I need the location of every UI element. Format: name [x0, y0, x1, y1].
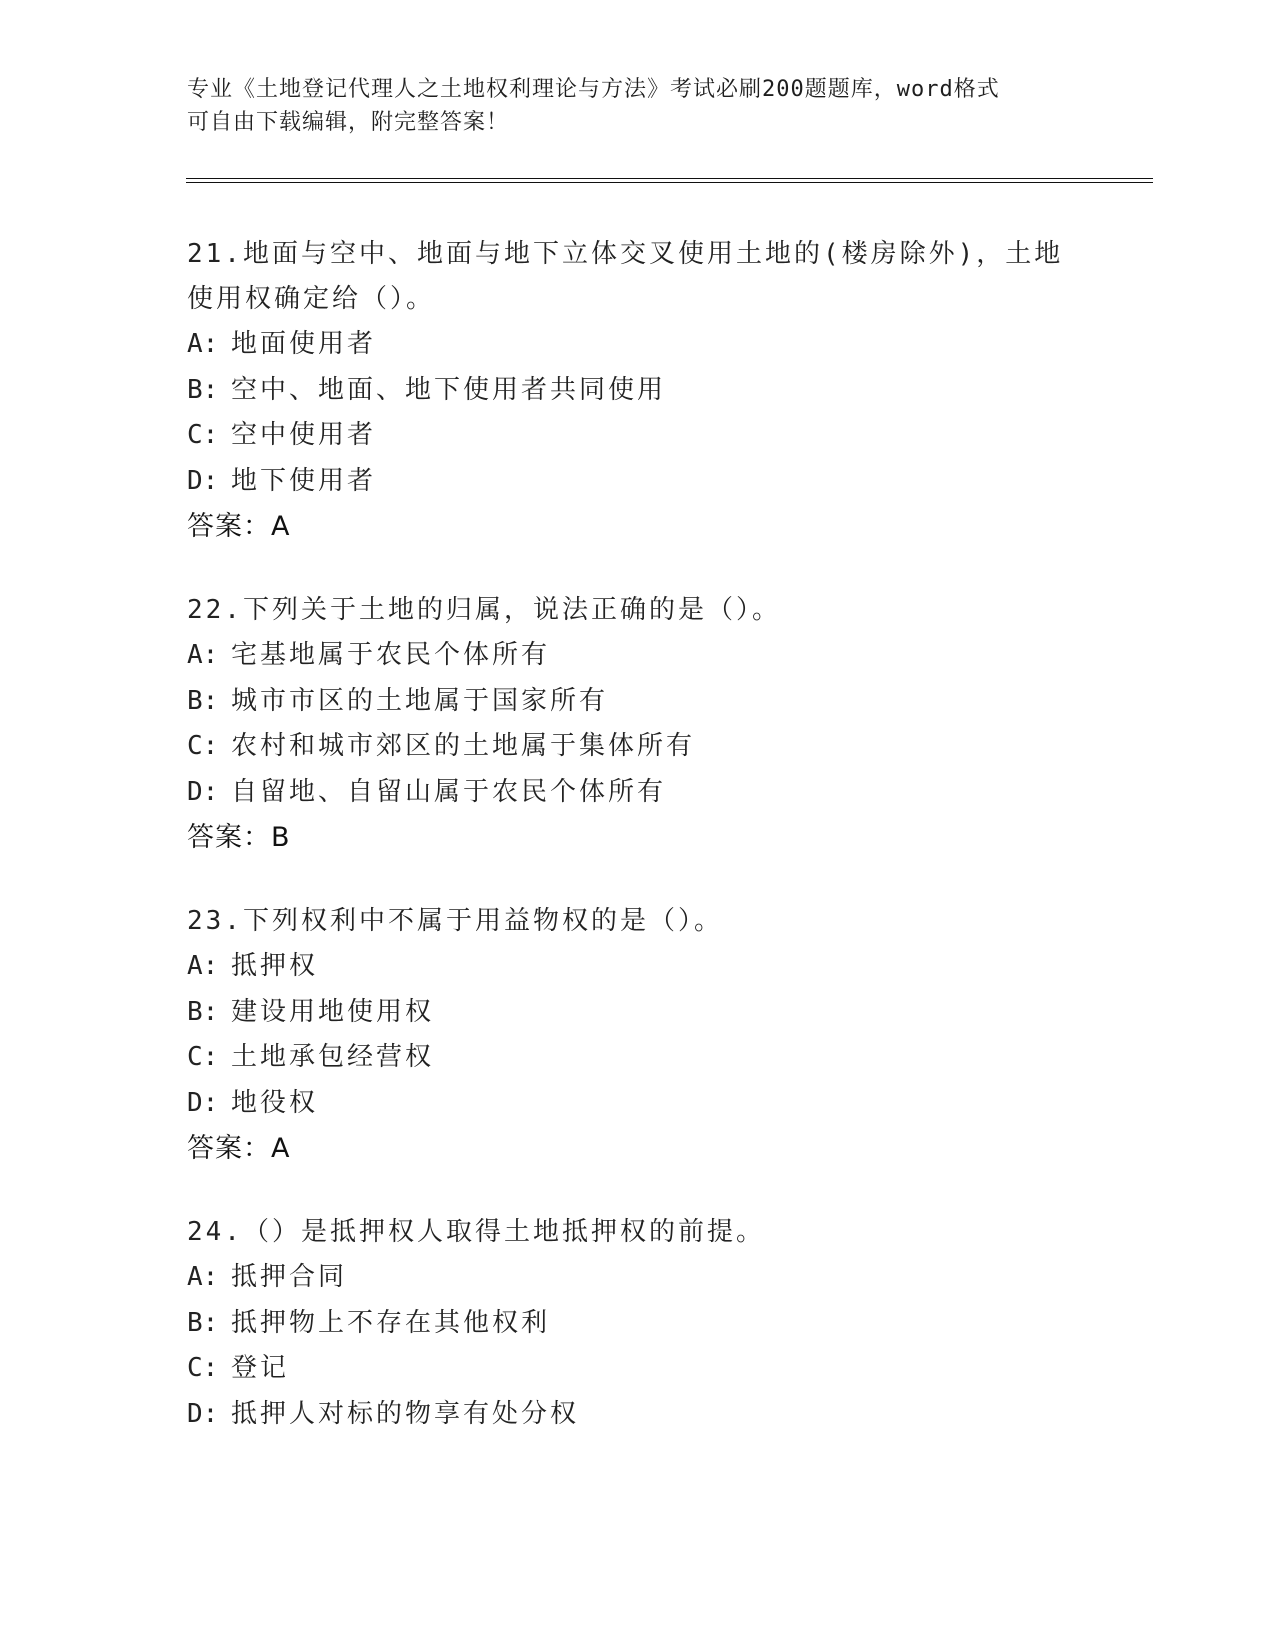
question-22 — [187, 588, 1087, 861]
question-23 — [187, 899, 1087, 1172]
header-line-2: 可自由下载编辑，附完整答案！ — [187, 110, 510, 135]
option-b — [187, 368, 1087, 414]
option-text: 地面使用者 — [231, 329, 377, 359]
option-text: 抵押合同 — [231, 1262, 348, 1292]
option-letter: B: — [187, 374, 219, 405]
option-text: 抵押物上不存在其他权利 — [231, 1307, 551, 1338]
option-text: 宅基地属于农民个体所有 — [231, 640, 551, 670]
option-text: 空中、地面、地下使用者共同使用 — [231, 374, 667, 405]
option-letter: A: — [187, 951, 219, 981]
option-text: 农村和城市郊区的土地属于集体所有 — [231, 731, 696, 761]
option-d — [187, 459, 1087, 505]
option-letter: D: — [187, 1087, 219, 1118]
option-letter: D: — [187, 465, 219, 496]
question-text: 22.下列关于土地的归属，说法正确的是（）。 — [187, 595, 781, 625]
answer-label: 答案：B — [187, 822, 291, 853]
option-letter: A: — [187, 1262, 219, 1292]
option-c — [187, 1035, 1087, 1081]
option-c — [187, 1346, 1087, 1392]
question-list — [187, 232, 1087, 1475]
option-d — [187, 770, 1087, 816]
option-b — [187, 1301, 1087, 1347]
option-b — [187, 679, 1087, 725]
option-text: 建设用地使用权 — [231, 996, 435, 1027]
option-letter: D: — [187, 1398, 219, 1429]
option-text: 抵押人对标的物享有处分权 — [231, 1398, 580, 1429]
option-text: 空中使用者 — [231, 420, 377, 450]
option-letter: C: — [187, 1042, 219, 1072]
option-text: 登记 — [231, 1353, 290, 1383]
option-text: 地下使用者 — [231, 465, 377, 496]
answer-label: 答案：A — [187, 511, 291, 542]
option-a — [187, 633, 1087, 679]
option-a — [187, 944, 1087, 990]
question-21 — [187, 232, 1087, 550]
option-a — [187, 1255, 1087, 1301]
option-text: 抵押权 — [231, 951, 319, 981]
option-text: 城市市区的土地属于国家所有 — [231, 685, 609, 716]
option-letter: C: — [187, 420, 219, 450]
option-d — [187, 1081, 1087, 1127]
header-double-rule — [186, 178, 1153, 183]
option-a — [187, 322, 1087, 368]
answer-label: 答案：A — [187, 1133, 291, 1164]
header-line-1: 专业《土地登记代理人之土地权利理论与方法》考试必刷200题题库，word格式 — [187, 77, 1000, 102]
option-letter: A: — [187, 329, 219, 359]
option-d — [187, 1392, 1087, 1438]
option-letter: D: — [187, 776, 219, 807]
question-text: 21.地面与空中、地面与地下立体交叉使用土地的(楼房除外)，土地使用权确定给（）。 — [187, 239, 1064, 314]
option-letter: C: — [187, 731, 219, 761]
option-text: 土地承包经营权 — [231, 1042, 435, 1072]
document-header — [187, 73, 1087, 139]
option-b — [187, 990, 1087, 1036]
option-letter: C: — [187, 1353, 219, 1383]
option-text: 地役权 — [231, 1087, 319, 1118]
option-letter: B: — [187, 996, 219, 1027]
option-c — [187, 413, 1087, 459]
question-text: 24.（）是抵押权人取得土地抵押权的前提。 — [187, 1217, 765, 1247]
option-c — [187, 724, 1087, 770]
option-letter: B: — [187, 1307, 219, 1338]
option-text: 自留地、自留山属于农民个体所有 — [231, 776, 667, 807]
option-letter: B: — [187, 685, 219, 716]
question-24 — [187, 1210, 1087, 1437]
question-text: 23.下列权利中不属于用益物权的是（）。 — [187, 906, 723, 936]
option-letter: A: — [187, 640, 219, 670]
